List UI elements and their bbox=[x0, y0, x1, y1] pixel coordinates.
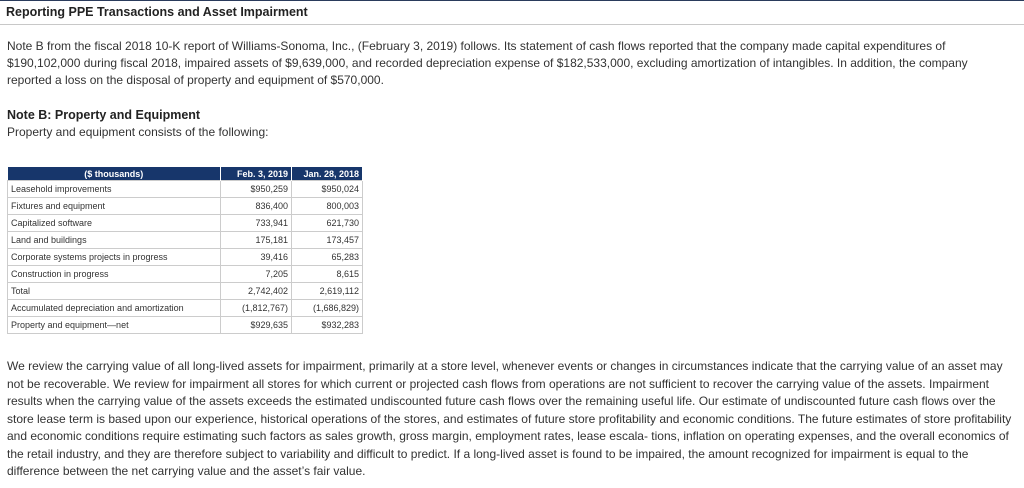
table-row bbox=[8, 283, 363, 300]
row-value-2018: 173,457 bbox=[292, 232, 363, 249]
table-row bbox=[8, 198, 363, 215]
row-label: Leasehold improvements bbox=[8, 181, 221, 198]
row-label: Land and buildings bbox=[8, 232, 221, 249]
row-label: Corporate systems projects in progress bbox=[8, 249, 221, 266]
page-title: Reporting PPE Transactions and Asset Impairment bbox=[6, 5, 308, 19]
row-value-2019: $950,259 bbox=[221, 181, 292, 198]
row-label: Total bbox=[8, 283, 221, 300]
table-header-row bbox=[8, 167, 363, 181]
impairment-paragraph: We review the carrying value of all long-lived assets for impairment, primarily at a store level, whenever events or changes in circumstances indicate that the carrying value of an asset may not be recoverable. We review for impairment all stores for which current or projected cash flows from operations are not sufficient to recover the carrying value of the assets. Impairment results when the carrying value of the assets exceeds the estimated undiscounted future cash flows over the remaining useful life. Our estimate of undiscounted future cash flows over the store lease term is based upon our experience, historical operations of the stores, and estimates of future store profitability and economic conditions. The future estimates of store profitability and economic conditions require estimating such factors as sales growth, gross margin, employment rates, lease escala- tions, inflation on operating expenses, and the overall economics of the retail industry, and they are therefore subject to variability and difficult to predict. If a long-lived asset is found to be impaired, the amount recognized for impairment is equal to the difference between the net carrying value and the asset’s fair value. bbox=[7, 359, 1012, 478]
row-value-2018: (1,686,829) bbox=[292, 300, 363, 317]
table-row bbox=[8, 317, 363, 334]
header-bar bbox=[0, 0, 1024, 25]
header-thousands: ($ thousands) bbox=[8, 167, 221, 181]
row-label: Construction in progress bbox=[8, 266, 221, 283]
row-value-2019: (1,812,767) bbox=[221, 300, 292, 317]
intro-paragraph: Note B from the fiscal 2018 10-K report of Williams-Sonoma, Inc., (February 3, 2019) follows. Its statement of cash flows reported that the company made capital expenditures of $190,102,000 during fiscal 2018, impaired assets of $9,639,000, and recorded depreciation expense of $182,533,000, excluding amortization of intangibles. In addition, the company reported a loss on the disposal of property and equipment of $570,000. bbox=[7, 39, 968, 87]
row-value-2018: 65,283 bbox=[292, 249, 363, 266]
table-row bbox=[8, 249, 363, 266]
table-row bbox=[8, 300, 363, 317]
row-value-2019: 7,205 bbox=[221, 266, 292, 283]
table-row bbox=[8, 266, 363, 283]
row-label: Fixtures and equipment bbox=[8, 198, 221, 215]
row-value-2019: 39,416 bbox=[221, 249, 292, 266]
row-value-2018: 800,003 bbox=[292, 198, 363, 215]
row-value-2018: 621,730 bbox=[292, 215, 363, 232]
row-value-2018: $950,024 bbox=[292, 181, 363, 198]
row-label: Accumulated depreciation and amortization bbox=[8, 300, 221, 317]
row-value-2018: 2,619,112 bbox=[292, 283, 363, 300]
table-row bbox=[8, 232, 363, 249]
row-value-2019: 2,742,402 bbox=[221, 283, 292, 300]
property-equipment-table bbox=[7, 167, 363, 334]
row-value-2019: 836,400 bbox=[221, 198, 292, 215]
table-row bbox=[8, 215, 363, 232]
row-value-2019: $929,635 bbox=[221, 317, 292, 334]
table-row bbox=[8, 181, 363, 198]
row-value-2019: 175,181 bbox=[221, 232, 292, 249]
header-jan-2018: Jan. 28, 2018 bbox=[292, 167, 363, 181]
note-subheading: Property and equipment consists of the following: bbox=[7, 125, 269, 139]
note-heading: Note B: Property and Equipment bbox=[7, 108, 201, 122]
header-feb-2019: Feb. 3, 2019 bbox=[221, 167, 292, 181]
row-value-2018: $932,283 bbox=[292, 317, 363, 334]
row-label: Capitalized software bbox=[8, 215, 221, 232]
row-value-2018: 8,615 bbox=[292, 266, 363, 283]
row-label: Property and equipment—net bbox=[8, 317, 221, 334]
row-value-2019: 733,941 bbox=[221, 215, 292, 232]
